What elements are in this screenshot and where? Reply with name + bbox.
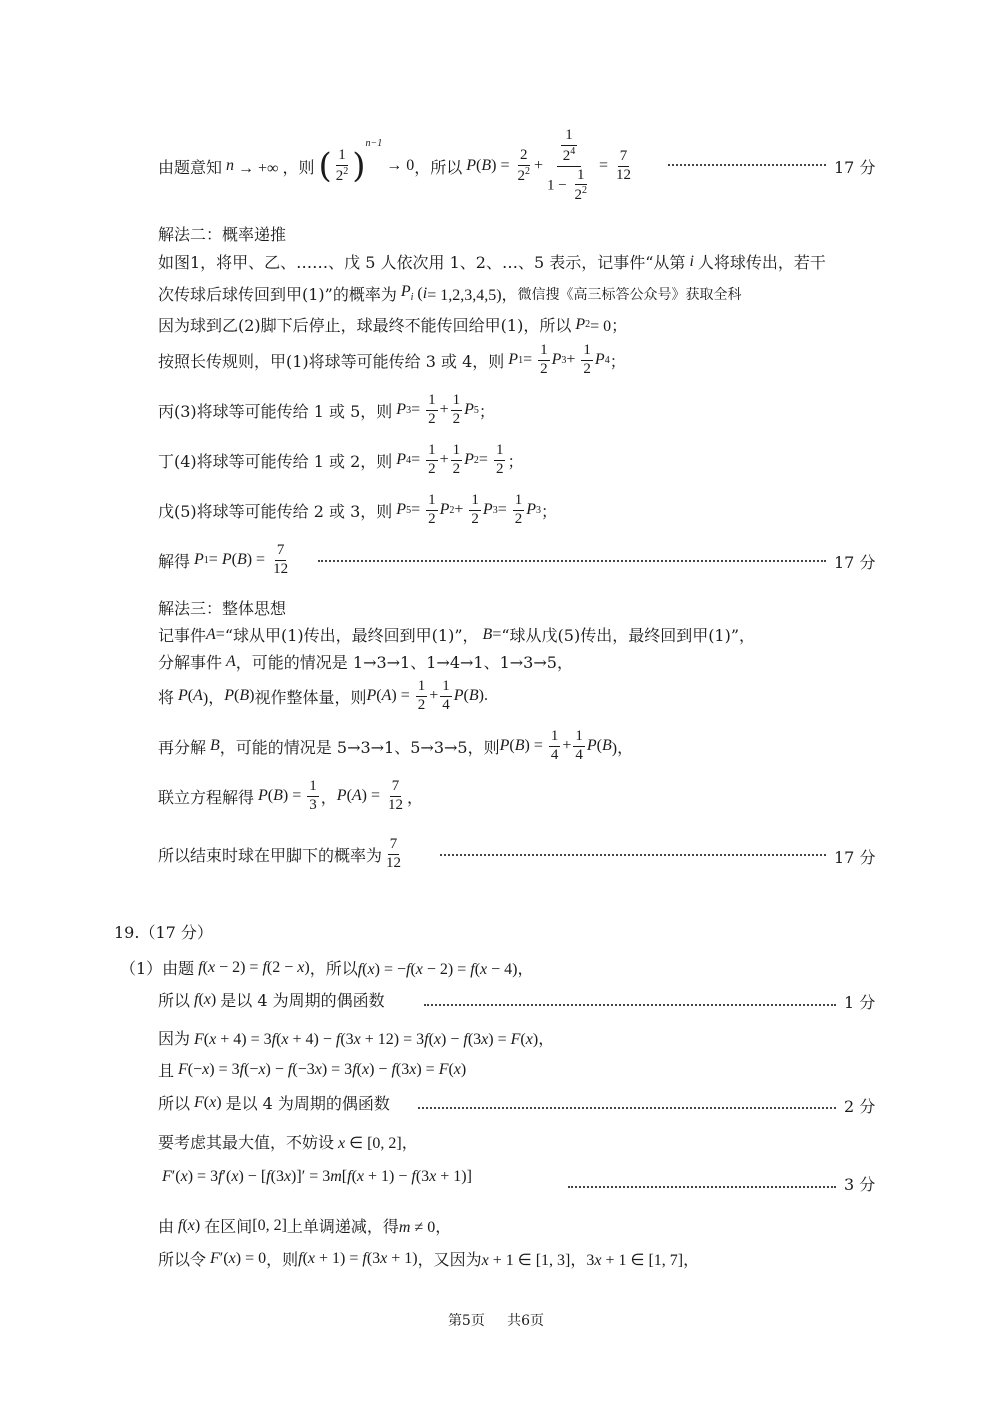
method-two-line3: 因为球到乙(2)脚下后停止，球最终不能传回给甲(1)，所以 P 2 = 0； bbox=[158, 315, 628, 335]
page-total: 共6页 bbox=[507, 1313, 545, 1329]
dots-leader bbox=[440, 854, 826, 856]
q19-line8: 由 f(x) 在区间 [0, 2] 上单调递减，得 m ≠ 0， bbox=[158, 1216, 452, 1236]
dots-leader bbox=[568, 1186, 836, 1188]
page-footer bbox=[0, 1310, 992, 1330]
q19-line2: 所以 f(x) 是以 4 为周期的偶函数 bbox=[158, 990, 385, 1010]
method-three-result: 所以结束时球在甲脚下的概率为 $\frac{7}{12}$ bbox=[158, 835, 402, 871]
dots-leader bbox=[318, 560, 826, 562]
q19-line6: 要考虑其最大值，不妨设 x ∈ [0, 2]， bbox=[158, 1133, 418, 1152]
dots-leader bbox=[424, 1004, 836, 1006]
score-label: 17 分 bbox=[834, 158, 876, 177]
limit-line: 由题意知 n → +∞ ，则 ( $\frac{1}{2^2}$ ) n−1 → 0 ，所以 P ( B ) = $\frac{2}{2^2}$ + $\frac{1}{2^4}$ 1 − $\frac{1}{2^2}$ = $\frac{7}{12}$ bbox=[158, 127, 632, 204]
question-19-header: 19.（17 分） bbox=[114, 923, 213, 942]
score-label: 2 分 bbox=[844, 1097, 876, 1116]
method-two-line7: 戊(5)将球等可能传给 2 或 3，则 P 5 = $\frac{1}{2}$ P 2 + $\frac{1}{2}$ P 3 = $\frac{1}{2}$ P 3 ； bbox=[158, 491, 558, 527]
method-two-line1: 如图1，将甲、乙、……、戊 5 人依次用 1、2、…、5 表示，记事件“从第 i 人将球传出，若干 bbox=[158, 252, 826, 272]
method-three-line2: 分解事件 A ，可能的情况是 1→3→1、1→4→1、1→3→5， bbox=[158, 652, 573, 672]
score-label: 3 分 bbox=[844, 1175, 876, 1194]
method-three-line3: 将 P ( A )， P ( B ) 视作整体量，则 P ( A ) = $\frac{1}{2}$ + $\frac{1}{4}$ P ( B ). bbox=[158, 677, 488, 713]
dots-leader bbox=[418, 1107, 836, 1109]
score-label: 1 分 bbox=[844, 993, 876, 1012]
watermark-text: 微信搜《高三标答公众号》获取全科 bbox=[517, 286, 742, 303]
method-two-line6: 丁(4)将球等可能传给 1 或 2，则 P 4 = $\frac{1}{2}$ + $\frac{1}{2}$ P 2 = $\frac{1}{2}$ ； bbox=[158, 441, 524, 477]
q19-line1: （1）由题 f(x − 2) = f(2 − x) ，所以 f(x) = −f(x − 2) = f(x − 4)， bbox=[120, 958, 534, 978]
score-label: 17 分 bbox=[834, 848, 876, 867]
q19-line5: 所以 F(x) 是以 4 为周期的偶函数 bbox=[158, 1093, 390, 1113]
q19-line7: F′(x) = 3f′(x) − [f(3x)]′ = 3m[f(x + 1) − f(3x + 1)] bbox=[162, 1168, 472, 1185]
method-two-line4: 按照长传规则，甲(1)将球等可能传给 3 或 4，则 P 1 = $\frac{1}{2}$ P 3 + $\frac{1}{2}$ P 4 ； bbox=[158, 341, 626, 377]
dots-leader bbox=[668, 164, 826, 166]
method-two-line5: 丙(3)将球等可能传给 1 或 5，则 P 3 = $\frac{1}{2}$ + $\frac{1}{2}$ P 5 ； bbox=[158, 391, 495, 427]
method-three-title: 解法三：整体思想 bbox=[158, 599, 287, 618]
method-two-title: 解法二：概率递推 bbox=[158, 225, 287, 244]
method-three-line4: 再分解 B ，可能的情况是 5→3→1、5→3→5，则 P ( B ) = $\frac{1}{4}$ + $\frac{1}{4}$ P ( B )， bbox=[158, 727, 634, 763]
q19-line3: 因为 F(x + 4) = 3f(x + 4) − f(3x + 12) = 3f(x) − f(3x) = F(x)， bbox=[158, 1029, 555, 1048]
method-two-result: 解得 P 1 = P ( B ) = $\frac{7}{12}$ bbox=[158, 541, 289, 577]
page-number: 第5页 bbox=[447, 1313, 485, 1329]
method-three-line5: 联立方程解得 P ( B ) = $\frac{1}{3}$ ， P ( A ) = $\frac{7}{12}$ ， bbox=[158, 777, 424, 813]
score-label: 17 分 bbox=[834, 553, 876, 572]
q19-line9: 所以令 F′(x) = 0 ，则 f(x + 1) = f(3x + 1) ，又因为 x + 1 ∈ [1, 3]，3x + 1 ∈ [1, 7]， bbox=[158, 1249, 700, 1269]
q19-line4: 且 F(−x) = 3f(−x) − f(−3x) = 3f(x) − f(3x) = F(x) bbox=[158, 1060, 467, 1080]
method-three-line1: 记事件 A = “球从甲(1)传出，最终回到甲(1)”， B = “球从戊(5)传出，最终回到甲(1)”， bbox=[158, 625, 756, 645]
method-two-line2: 次传球后球传回到甲(1)”的概率为 $P_i$ ( i = 1,2,3,4,5)， 微信搜《高三标答公众号》获取全科 bbox=[158, 283, 742, 304]
